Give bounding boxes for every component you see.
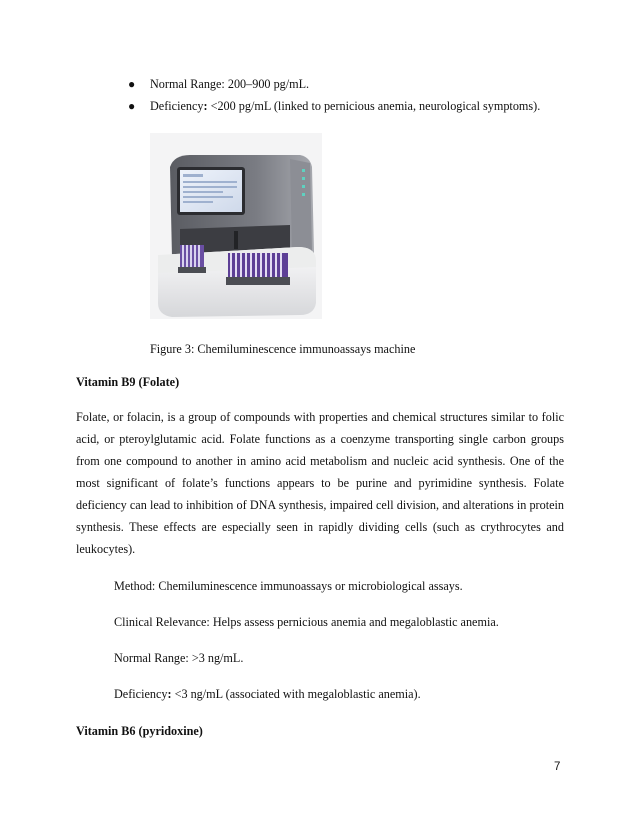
list-item	[128, 95, 608, 117]
deficiency-label: Deficiency	[150, 99, 204, 113]
folate-deficiency-label: Deficiency	[114, 687, 168, 701]
folate-deficiency-value: <3 ng/mL (associated with megaloblastic anemia).	[171, 687, 421, 701]
normal-range-value: 200–900 pg/mL.	[224, 77, 310, 91]
folate-clinical-relevance: Clinical Relevance: Helps assess pernicious anemia and megaloblastic anemia.	[114, 615, 499, 629]
deficiency-value: <200 pg/mL (linked to pernicious anemia, neurological symptoms).	[207, 99, 541, 113]
deficiency-colon: :	[203, 99, 208, 113]
folate-deficiency-colon: :	[167, 687, 172, 701]
figure-caption: Figure 3: Chemiluminescence immunoassays machine	[150, 342, 416, 356]
chemiluminescence-analyzer-image	[150, 133, 322, 319]
section-heading-vitamin-b6: Vitamin B6 (pyridoxine)	[76, 724, 203, 738]
section-heading-vitamin-b9: Vitamin B9 (Folate)	[76, 375, 180, 389]
folate-deficiency	[114, 686, 421, 702]
folate-normal-range: Normal Range: >3 ng/mL.	[114, 651, 244, 665]
normal-range-label: Normal Range:	[150, 77, 225, 91]
folate-method: Method: Chemiluminescence immunoassays or microbiological assays.	[114, 579, 463, 593]
vitamin-b12-ranges-list	[128, 73, 608, 117]
folate-paragraph: Folate, or folacin, is a group of compounds with properties and chemical structures similar to folic acid, or pteroylglutamic acid. Folate functions as a coenzyme transporting single carbon groups from one compound to another in amino acid metabolism and nucleic acid synthesis. One of the most significant of folate’s functions appears to be purine and pyrimidine synthesis. Folate deficiency can lead to inhibition of DNA synthesis, impaired cell division, and alterations in protein synthesis. These effects are especially seen in rapidly dividing cells (such as crythrocytes and leukocytes).	[76, 410, 564, 556]
bullet-icon: ●	[128, 99, 136, 113]
bullet-icon: ●	[128, 77, 136, 91]
page-number: 7	[554, 761, 561, 773]
list-item	[128, 73, 608, 95]
